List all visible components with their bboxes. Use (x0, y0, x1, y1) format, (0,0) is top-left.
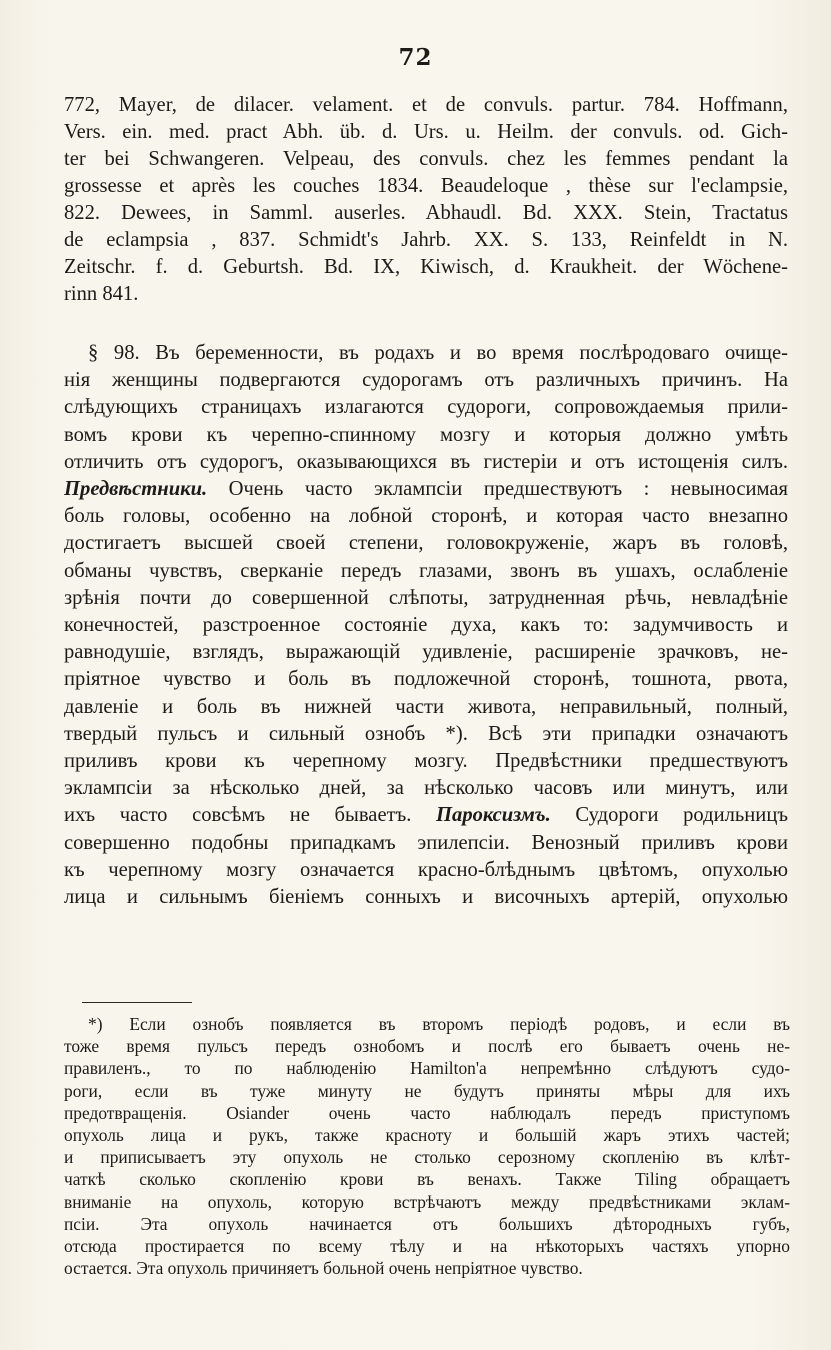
body-line: достигаетъ высшей своей степени, головокруженіе, жаръ въ головѣ, (64, 532, 788, 555)
body-line: § 98. Въ беременности, въ родахъ и во время послѣродоваго очище- (88, 342, 788, 364)
body-line: обманы чувствъ, сверканіе передъ глазами, звонъ въ ушахъ, ослабленіе (64, 559, 788, 582)
footnote-line: роги, если въ туже минуту не будутъ приняты мѣры для ихъ (64, 1080, 790, 1101)
footnote-line: тоже время пульсъ передъ ознобомъ и послѣ его бываетъ очень не- (64, 1036, 790, 1057)
body-line: зрѣнія почти до совершенной слѣпоты, затрудненная рѣчь, невладѣніе (64, 586, 788, 609)
body-line: эклампсіи за нѣсколько дней, за нѣсколько часовъ или минутъ, или (64, 777, 788, 800)
footnote-line: опухоль лица и рукъ, также красноту и большій жаръ этихъ частей; (64, 1125, 790, 1146)
reference-line: rinn 841. (64, 283, 139, 305)
footnote-line: чаткѣ сколько скопленію крови въ венахъ. Также Tiling обращаетъ (64, 1169, 790, 1190)
footnote-line: остается. Эта опухоль причиняетъ больной очень непріятное чувство. (64, 1258, 583, 1279)
body-line: давленіе и боль въ нижней части живота, неправильный, полный, (64, 695, 788, 718)
subheading-paroxysm: Пароксизмъ. (436, 804, 551, 827)
body-line: приливъ крови къ черепному мозгу. Предвѣстники предшествуютъ (64, 750, 788, 773)
bibliography-references (64, 92, 788, 308)
footnote-line: отсюда простирается по всему тѣлу и на нѣкоторыхъ частяхъ упорно (64, 1236, 790, 1257)
reference-line: ter bei Schwangeren. Velpeau, des convuls. chez les femmes pendant la (64, 148, 788, 170)
body-line: вомъ крови къ черепно-спинному мозгу и которыя должно умѣть (64, 423, 788, 446)
footnote-line: вниманіе на опухоль, которую встрѣчаютъ между предвѣстниками эклам- (64, 1191, 790, 1212)
body-line: къ черепному мозгу означается красно-блѣднымъ цвѣтомъ, опухолью (64, 858, 788, 881)
body-line: твердый пульсъ и сильный ознобъ *). Всѣ эти припадки означаютъ (64, 722, 788, 745)
reference-line: 772, Mayer, de dilacer. velament. et de convuls. partur. 784. Hoffmann, (64, 94, 788, 116)
page-number: 72 (398, 44, 433, 71)
reference-line: de eclampsia , 837. Schmidt's Jahrb. XX. S. 133, Reinfeldt in N. (64, 229, 788, 251)
reference-line: 822. Dewees, in Samml. auserles. Abhaudl. Bd. XXX. Stein, Tractatus (64, 202, 788, 224)
section-98-text (64, 340, 788, 911)
body-line: лица и сильнымъ біеніемъ сонныхъ и височныхъ артерій, опухолью (64, 886, 788, 909)
body-line: нія женщины подвергаются судорогамъ отъ различныхъ причинъ. На (64, 369, 788, 392)
reference-line: Vers. ein. med. pract Abh. üb. d. Urs. u. Heilm. der convuls. od. Gich- (64, 121, 788, 143)
footnote-divider (82, 1002, 192, 1003)
body-line: совершенно подобны припадкамъ эпилепсіи. Венозный приливъ крови (64, 831, 788, 854)
body-line: слѣдующихъ страницахъ излагаются судороги, сопровождаемыя прили- (64, 396, 788, 419)
footnote-line: предотвращенія. Osiander очень часто наблюдалъ передъ приступомъ (64, 1102, 790, 1123)
footnote-line: правиленъ., то по наблюденію Hamilton'a непремѣнно слѣдуютъ судо- (64, 1058, 790, 1079)
footnote (64, 1013, 790, 1279)
body-line: конечностей, разстроенное состояніе духа, какъ то: задумчивость и (64, 614, 788, 637)
footnote-line: и приписываетъ эту опухоль не столько серозному скопленію въ клѣт- (64, 1147, 790, 1168)
footnote-line: псіи. Эта опухоль начинается отъ большихъ дѣтородныхъ губъ, (64, 1213, 790, 1234)
body-line: ихъ часто совсѣмъ не бываетъ. Пароксизмъ. Судороги родильницъ (64, 804, 788, 827)
reference-line: grossesse et après les couches 1834. Beaudeloque , thèse sur l'eclampsie, (64, 175, 788, 197)
reference-line: Zeitschr. f. d. Geburtsh. Bd. IX, Kiwisch, d. Kraukheit. der Wöchene- (64, 256, 788, 278)
body-line: отличить отъ судорогъ, оказывающихся въ гистеріи и отъ истощенія силъ. (64, 450, 788, 473)
body-line: боль головы, особенно на лобной сторонѣ, и которая часто внезапно (64, 505, 788, 528)
body-line: пріятное чувство и боль въ подложечной сторонѣ, тошнота, рвота, (64, 668, 788, 691)
subheading-forerunners: Предвѣстники. (64, 478, 208, 501)
body-line: Предвѣстники. Очень часто эклампсіи предшествуютъ : невыносимая (64, 478, 788, 501)
footnote-line: *) Если ознобъ появляется въ второмъ періодѣ родовъ, и если въ (88, 1014, 790, 1034)
body-line: равнодушіе, взглядъ, выражающій удивленіе, расширеніе зрачковъ, не- (64, 641, 788, 664)
